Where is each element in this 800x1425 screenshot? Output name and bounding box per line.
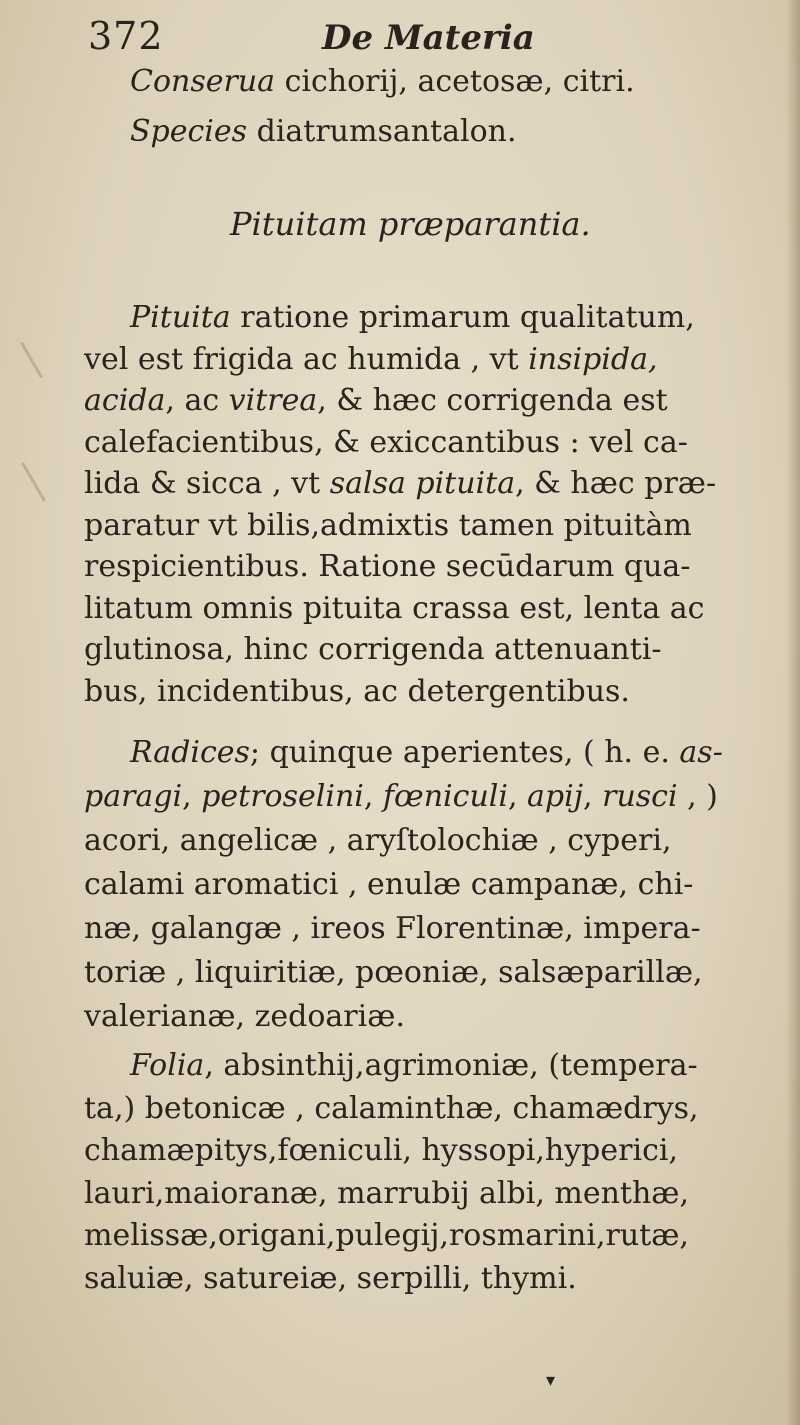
paragraph1-line [84,383,668,419]
section-title: Pituitam præparantia. [230,205,591,243]
paragraph1-text-segment: , & hæc præ- [515,466,717,501]
paragraph2-text-segment: Radices [130,735,250,770]
paragraph1-text-segment: paratur vt bilis,admixtis tamen pituitàm [84,507,692,543]
paragraph1-text-segment: glutinosa, hinc corrigenda attenuanti- [84,632,662,667]
paragraph2-text-segment: rusci [602,779,678,814]
paragraph2-text-segment: , ) [677,779,718,814]
paragraph2-text-segment: fœniculi [382,779,508,814]
paragraph2-text-segment: , [507,779,528,814]
paragraph1-text-segment: litatum omnis pituita crassa est, lenta ac [84,590,705,626]
paragraph3-line [84,1176,689,1212]
paragraph1-line [130,300,695,336]
paragraph2-text-segment: petroselini [201,779,364,814]
intro-line-2 [130,114,517,150]
paragraph2-text-segment: apij [527,779,584,814]
page-number: 372 [88,14,164,58]
paragraph2-text-segment: paragi [84,779,183,814]
intro-line-2-text: diatrumsantalon. [247,114,517,149]
paragraph1-text-segment: calefacientibus, & exiccantibus : vel ca- [84,424,688,460]
paragraph1-text-segment: acida [84,383,166,418]
paragraph1-line [84,508,692,544]
paragraph1-line [84,342,658,378]
paragraph2-line [84,779,718,815]
paragraph1-text-segment: , & hæc corrigenda est [317,383,668,418]
paragraph3-text-segment: saluiæ, satureiæ, serpilli, thymi. [84,1260,577,1296]
paragraph1-line [84,674,630,710]
paragraph2-text-segment: valerianæ, zedoariæ. [84,999,405,1034]
paragraph2-text-segment: , [363,779,383,814]
margin-stain [21,462,46,502]
paragraph1-text-segment: respicientibus. Ratione secūdarum qua- [84,549,691,584]
paragraph2-text-segment: ; quinque aperientes, ( h. e. [249,735,680,770]
paragraph2-line [84,955,703,991]
paragraph3-line [84,1261,577,1297]
paragraph1-text-segment: vel est frigida ac humida , vt [84,341,529,377]
intro-line-2-italic: Species [130,114,248,149]
paragraph2-text-segment: toriæ , liquiritiæ, pœoniæ, salsæparillæ, [84,955,703,990]
paragraph2-text-segment: , [583,779,603,814]
intro-line-1-italic: Conserua [130,64,276,99]
paragraph2-line [130,735,723,771]
paragraph3-line [84,1091,699,1127]
page-edge-shadow [786,0,800,1425]
intro-line-1-text: cichorij, acetosæ, citri. [275,64,635,99]
paragraph2-line [84,867,693,903]
paragraph1-line [84,466,716,502]
paragraph3-text-segment: lauri,maioranæ, marrubij albi, menthæ, [84,1175,690,1211]
paragraph2-line [84,823,671,859]
paragraph2-text-segment: as- [679,735,723,770]
paragraph2-line [84,999,405,1035]
paragraph2-text-segment: næ, galangæ , ireos Florentinæ, impera- [84,911,701,946]
paragraph2-line [84,911,701,947]
paragraph1-text-segment: lida & sicca , vt [84,466,330,501]
paragraph2-text-segment: calami aromatici , enulæ campanæ, chi- [84,867,694,902]
paragraph3-text-segment: , absinthij,agrimoniæ, (tempera- [204,1048,698,1083]
paragraph3-text-segment: melissæ,origani,pulegij,rosmarini,rutæ, [84,1218,689,1253]
running-head: De Materia [322,18,535,58]
paragraph3-text-segment: ta,) betonicæ , calaminthæ, chamædrys, [84,1090,699,1126]
paragraph3-text-segment: chamæpitys,fœniculi, hyssopi,hyperici, [84,1133,679,1168]
paragraph1-text-segment: bus, incidentibus, ac detergentibus. [84,673,630,709]
paragraph2-text-segment: acori, angelicæ , aryſtolochiæ , cyperi, [84,823,672,858]
paragraph1-line [84,549,690,585]
paragraph3-line [84,1218,689,1254]
paragraph3-line [130,1048,698,1084]
footer-ornament: ▾ [546,1370,556,1391]
paragraph1-text-segment: vitrea [228,383,318,418]
paragraph1-text-segment: insipida, [528,341,658,377]
margin-stain [20,342,43,378]
intro-line-1 [130,64,635,100]
paragraph1-text-segment: salsa pituita [329,466,516,501]
paragraph1-line [84,425,688,461]
paragraph1-text-segment: Pituita [130,300,231,335]
paragraph3-line [84,1133,678,1169]
paragraph1-line [84,632,662,668]
paragraph1-line [84,591,704,627]
paragraph3-text-segment: Folia [130,1048,205,1083]
paragraph2-text-segment: , [182,779,202,814]
paragraph1-text-segment: ratione primarum qualitatum, [230,300,695,335]
paragraph1-text-segment: , ac [165,383,229,418]
